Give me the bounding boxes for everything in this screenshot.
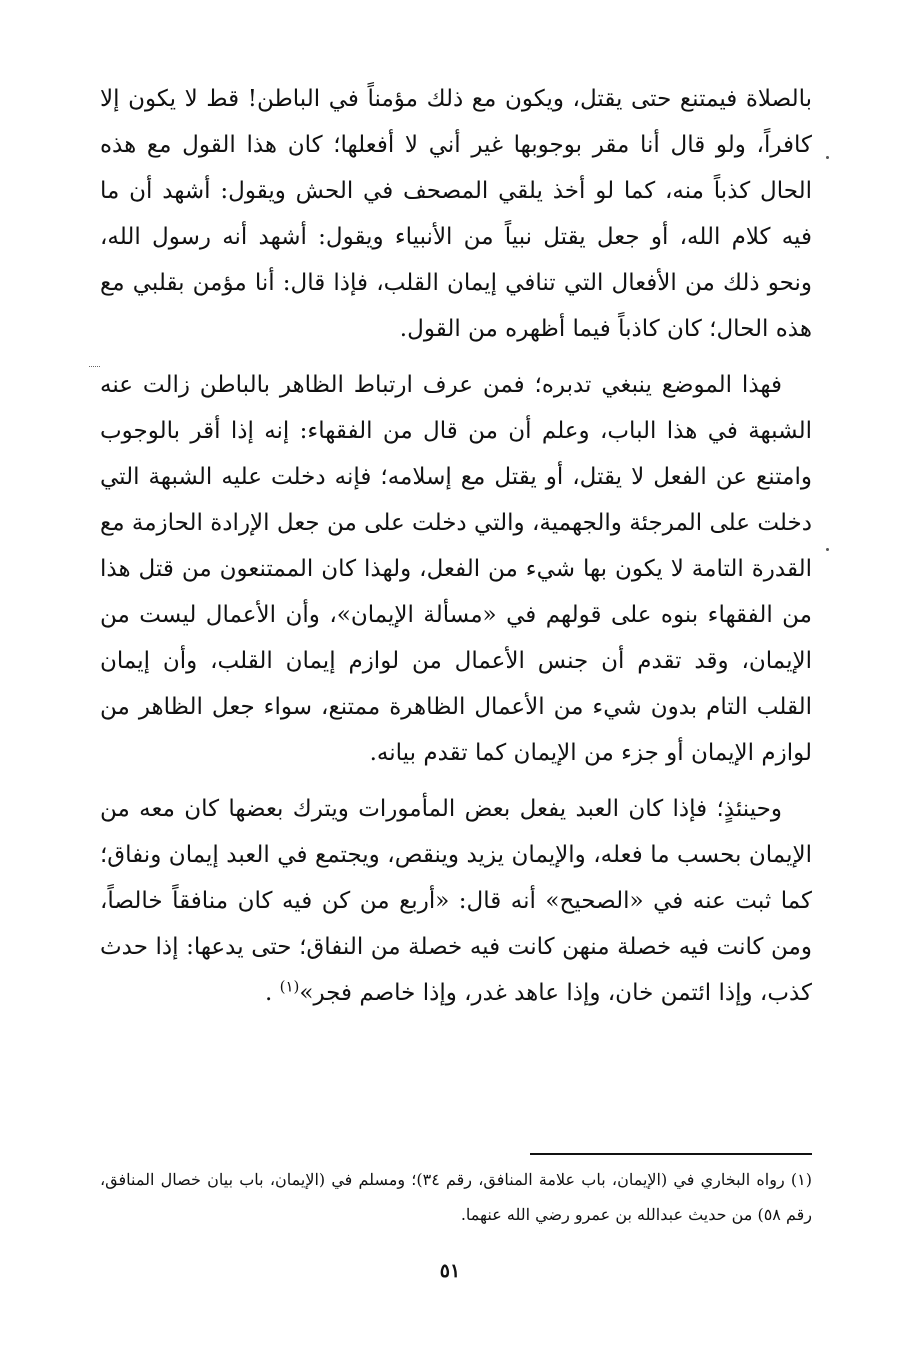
paragraph-3-text: وحينئذٍ؛ فإذا كان العبد يفعل بعض المأمورات ويترك بعضها كان معه من الإيمان بحسب ما فعله، والإيمان يزيد وينقص، ويجتمع في العبد إيمان ونفاق؛ كما ثبت عنه في «الصحيح» أنه قال: «أربع من كن فيه كان منافقاً خالصاً، ومن كانت فيه خصلة منهن كانت فيه خصلة من النفاق؛ حتى يدعها: إذا حدث كذب، وإذا ائتمن خان، وإذا عاهد غدر، وإذا خاصم فجر» bbox=[100, 796, 812, 1006]
paragraph-3 bbox=[100, 786, 812, 1016]
footnote-reference: (١) bbox=[279, 977, 300, 996]
paragraph-1: بالصلاة فيمتنع حتى يقتل، ويكون مع ذلك مؤمناً في الباطن! قط لا يكون إلا كافراً، ولو قال أنا مقر بوجوبها غير أني لا أفعلها؛ كان هذا القول مع هذه الحال كذباً منه، كما لو أخذ يلقي المصحف في الحش ويقول: أشهد أن ما فيه كلام الله، أو جعل يقتل نبياً من الأنبياء ويقول: أشهد أنه رسول الله، ونحو ذلك من الأفعال التي تنافي إيمان القلب، فإذا قال: أنا مؤمن بقلبي مع هذه الحال؛ كان كاذباً فيما أظهره من القول. bbox=[100, 86, 812, 342]
margin-speck bbox=[826, 156, 829, 159]
margin-dotted-mark bbox=[89, 366, 100, 368]
margin-speck bbox=[826, 548, 829, 551]
page-number: ٥١ bbox=[439, 1260, 461, 1282]
paragraph-3-trailing: . bbox=[265, 980, 273, 1006]
paragraph-2: فهذا الموضع ينبغي تدبره؛ فمن عرف ارتباط الظاهر بالباطن زالت عنه الشبهة في هذا الباب، وعلم أن من قال من الفقهاء: إنه إذا أقر بالوجوب وامتنع عن الفعل لا يقتل، أو يقتل مع إسلامه؛ فإنه دخلت عليه الشبهة التي دخلت على المرجئة والجهمية، والتي دخلت على من جعل الإرادة الحازمة مع القدرة التامة لا يكون بها شيء من الفعل، ولهذا كان الممتنعون من قتل هذا من الفقهاء بنوه على قولهم في «مسألة الإيمان»، وأن الأعمال ليست من الإيمان، وقد تقدم أن جنس الأعمال من لوازم إيمان القلب، وأن إيمان القلب التام بدون شيء من الأعمال الظاهرة ممتنع، سواء جعل الظاهر من لوازم الإيمان أو جزء من الإيمان كما تقدم بيانه. bbox=[100, 372, 812, 766]
footnote-text: (١) رواه البخاري في (الإيمان، باب علامة المنافق، رقم ٣٤)؛ ومسلم في (الإيمان، باب بيان خصال المنافق، رقم ٥٨) من حديث عبدالله بن عمرو رضي الله عنهما. bbox=[100, 1170, 812, 1224]
main-text bbox=[100, 76, 812, 1016]
footnote-separator bbox=[530, 1153, 812, 1155]
